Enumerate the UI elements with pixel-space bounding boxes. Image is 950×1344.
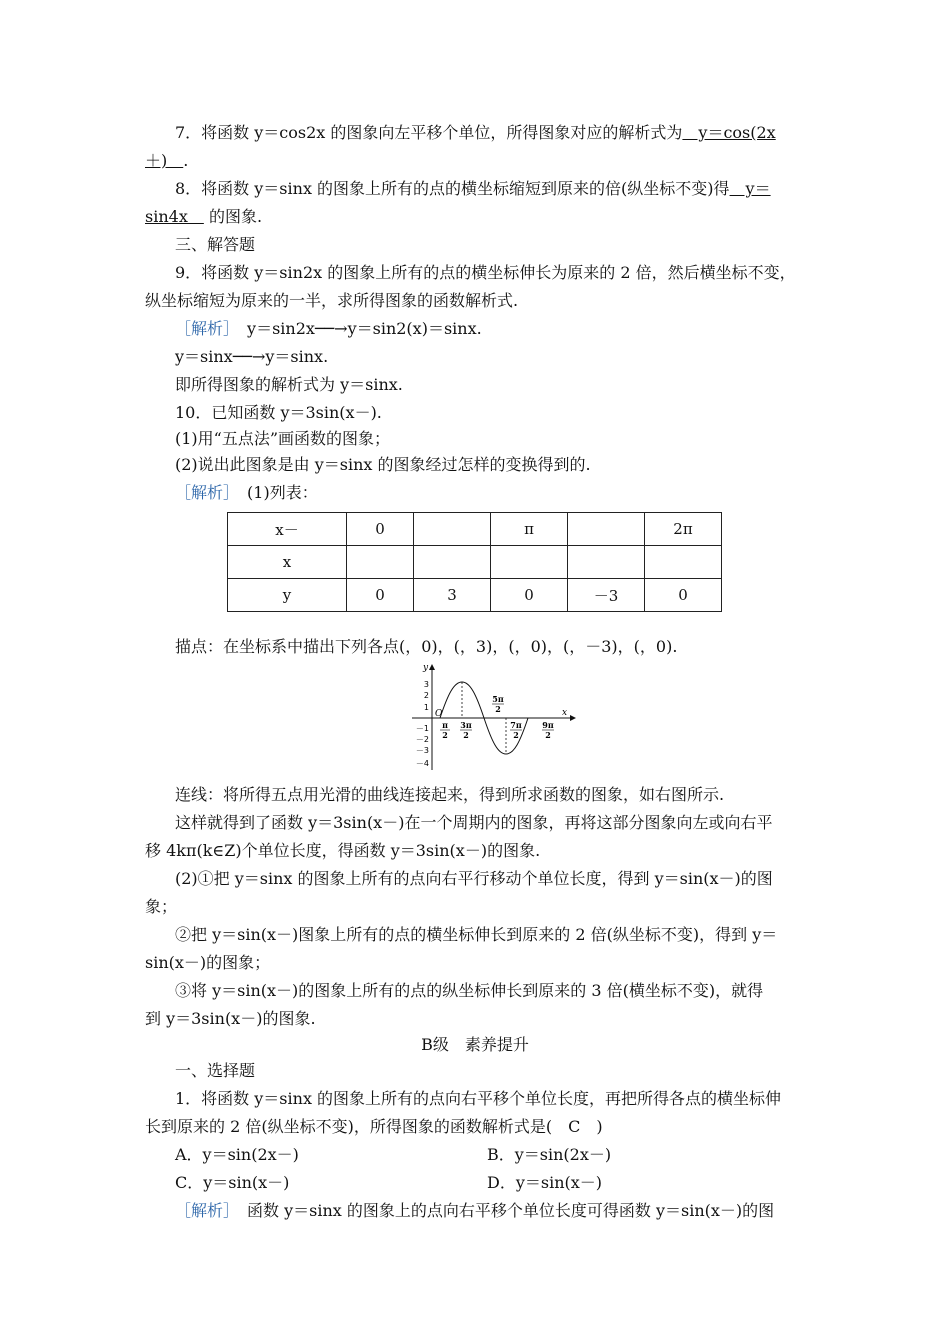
q7-line1: 7．将函数 y＝cos2x 的图象向左平移个单位，所得图象对应的解析式为 y＝cos(2x xyxy=(175,123,776,142)
plot-points-text: 描点：在坐标系中描出下列各点(，0)，(，3)，(，0)，(，－3)，(，0). xyxy=(175,637,678,656)
b1-line2: 长到原来的 2 倍(纵坐标不变)，所得图象的函数解析式是( C ) xyxy=(145,1117,603,1136)
q9-line1: 9．将函数 y＝sin2x 的图象上所有的点的横坐标伸长为原来的 2 倍，然后横坐标不变， xyxy=(175,263,796,282)
table-cell xyxy=(491,546,568,579)
part2-step2-line1: ②把 y＝sin(x－)图象上所有的点的横坐标伸长到原来的 2 倍(纵坐标不变)，得到 y＝ xyxy=(175,925,778,944)
q8-line1: 8．将函数 y＝sinx 的图象上所有的点的横坐标缩短到原来的倍(纵坐标不变)得 y＝ xyxy=(175,179,771,198)
x-tick-num: π xyxy=(442,720,448,730)
table-cell: x－ xyxy=(228,513,347,546)
extend-line2: 移 4kπ(k∈Z)个单位长度，得函数 y＝3sin(x－)的图象. xyxy=(145,841,541,860)
q8-answer-part2: sin4x xyxy=(145,207,204,226)
origin-label: O xyxy=(435,709,443,719)
y-tick: －3 xyxy=(415,746,429,755)
table-cell xyxy=(414,513,491,546)
y-tick: －4 xyxy=(415,759,429,768)
table-row xyxy=(228,513,722,546)
y-tick: －2 xyxy=(415,735,429,744)
option-b: B．y＝sin(2x－) xyxy=(487,1145,612,1164)
table-row xyxy=(228,579,722,612)
table-cell xyxy=(568,513,645,546)
table-cell xyxy=(568,546,645,579)
table-cell: 2π xyxy=(645,513,722,546)
solution-tag: ［解析］ xyxy=(175,319,232,338)
q7-answer-part1: y＝cos(2x xyxy=(682,123,776,142)
y-tick: 1 xyxy=(423,703,429,712)
connect-text: 连线：将所得五点用光滑的曲线连接起来，得到所求函数的图象，如右图所示. xyxy=(175,785,725,804)
part2-step3-line2: 到 y＝3sin(x－)的图象. xyxy=(145,1009,316,1028)
x-tick-den: 2 xyxy=(463,730,469,740)
x-tick-num: 5π xyxy=(492,694,504,704)
x-tick-labels xyxy=(440,694,554,740)
x-tick-num: 7π xyxy=(510,720,522,730)
y-axis-arrow xyxy=(429,664,435,670)
x-tick-den: 2 xyxy=(495,704,501,714)
solution-tag: ［解析］ xyxy=(175,1201,232,1220)
table-cell: π xyxy=(491,513,568,546)
b1-solution-line1: ［解析］ 函数 y＝sinx 的图象上的点向右平移个单位长度可得函数 y＝sin(x－)的图 xyxy=(175,1201,775,1220)
q9-solution-line3: 即所得图象的解析式为 y＝sinx. xyxy=(175,375,403,394)
table-row xyxy=(228,546,722,579)
table-cell: 0 xyxy=(347,513,414,546)
y-axis-label: y xyxy=(423,663,429,673)
option-a: A．y＝sin(2x－) xyxy=(175,1145,299,1164)
table-cell xyxy=(645,546,722,579)
table-cell: x xyxy=(228,546,347,579)
option-c: C．y＝sin(x－) xyxy=(175,1173,290,1192)
section-heading-3: 三、解答题 xyxy=(175,235,256,254)
sine-graph xyxy=(410,660,580,772)
table-cell: －3 xyxy=(568,579,645,612)
y-tick-labels xyxy=(416,680,429,768)
part2-step3-line1: ③将 y＝sin(x－)的图象上所有的点的纵坐标伸长到原来的 3 倍(横坐标不变)，就得 xyxy=(175,981,764,1000)
q7-line2: ＋) . xyxy=(145,151,189,170)
q10-part2: (2)说出此图象是由 y＝sinx 的图象经过怎样的变换得到的. xyxy=(175,455,591,474)
table-cell: 0 xyxy=(491,579,568,612)
x-tick-den: 2 xyxy=(513,730,519,740)
section-heading-1: 一、选择题 xyxy=(175,1061,256,1080)
level-b-heading: B级 素养提升 xyxy=(421,1035,529,1054)
extend-line1: 这样就得到了函数 y＝3sin(x－)在一个周期内的图象，再将这部分图象向左或向右平 xyxy=(175,813,773,832)
y-tick: －1 xyxy=(415,724,429,733)
q9-solution-line2: y＝sinx──→y＝sinx. xyxy=(175,347,329,366)
q10-part1: (1)用“五点法”画函数的图象； xyxy=(175,429,391,448)
table-cell xyxy=(414,546,491,579)
option-d: D．y＝sin(x－) xyxy=(487,1173,603,1192)
y-tick: 3 xyxy=(423,680,429,689)
x-axis-arrow xyxy=(570,715,576,721)
b1-line1: 1．将函数 y＝sinx 的图象上所有的点向右平移个单位长度，再把所得各点的横坐标伸 xyxy=(175,1089,782,1108)
table-cell: 3 xyxy=(414,579,491,612)
table-cell: y xyxy=(228,579,347,612)
table-cell xyxy=(347,546,414,579)
x-tick-num: 3π xyxy=(460,720,472,730)
part2-step1-line2: 象； xyxy=(145,897,178,916)
solution-tag: ［解析］ xyxy=(175,483,232,502)
y-tick: 2 xyxy=(423,691,429,700)
q9-solution-line1: ［解析］ y＝sin2x──→y＝sin2(x)＝sinx. xyxy=(175,319,482,338)
table-cell: 0 xyxy=(645,579,722,612)
value-table xyxy=(227,512,722,612)
q9-line2: 纵坐标缩短为原来的一半，求所得图象的函数解析式. xyxy=(145,291,519,310)
x-axis-label: x xyxy=(562,708,568,718)
q10-solution-intro: ［解析］ (1)列表： xyxy=(175,483,318,502)
x-tick-den: 2 xyxy=(442,730,448,740)
table-cell: 0 xyxy=(347,579,414,612)
x-tick-num: 9π xyxy=(542,720,554,730)
q7-answer-part2: ＋) xyxy=(145,151,184,170)
part2-step2-line2: sin(x－)的图象； xyxy=(145,953,271,972)
x-tick-den: 2 xyxy=(545,730,551,740)
q10-line1: 10．已知函数 y＝3sin(x－). xyxy=(175,403,382,422)
q8-line2: sin4x 的图象. xyxy=(145,207,263,226)
q8-answer-part1: y＝ xyxy=(729,179,771,198)
part2-step1-line1: (2)①把 y＝sinx 的图象上所有的点向右平行移动个单位长度，得到 y＝sin(x－)的图 xyxy=(175,869,773,888)
